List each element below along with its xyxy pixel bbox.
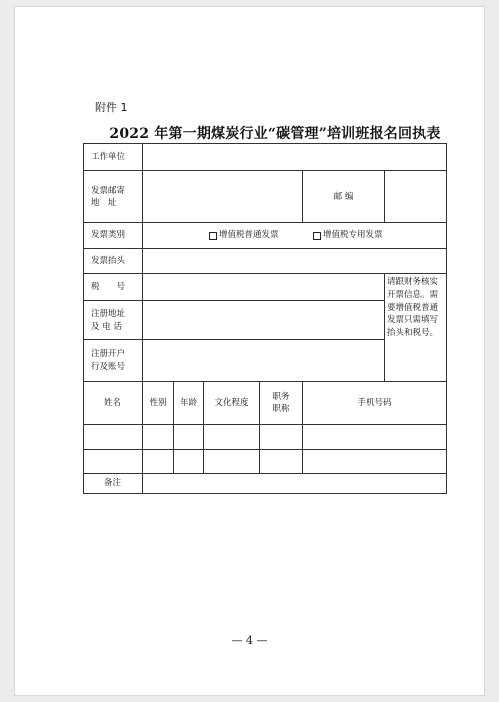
label-invoice-header: 发票抬头 <box>91 256 126 267</box>
label-invoice-mail-address-line2: 地 址 <box>91 198 117 208</box>
header-position-line1: 职务 <box>272 391 290 402</box>
header-education: 文化程度 <box>214 397 249 408</box>
option-vat-normal-label: 增值税普通发票 <box>219 230 279 241</box>
label-invoice-mail-address-line1: 发票邮寄 <box>91 185 126 196</box>
option-vat-special-label: 增值税专用发票 <box>323 230 383 241</box>
table-rule <box>142 143 143 381</box>
table-rule <box>384 273 385 381</box>
table-border-right <box>446 143 447 494</box>
checkbox-icon[interactable] <box>209 232 217 240</box>
form-title: 2022 年第一期煤炭行业“碳管理”培训班报名回执表 <box>109 126 441 142</box>
label-remarks: 备注 <box>103 478 121 489</box>
header-phone: 手机号码 <box>357 397 392 408</box>
header-position-line2: 职称 <box>272 404 290 414</box>
checkbox-icon[interactable] <box>313 232 321 240</box>
attachment-label: 附件 1 <box>95 101 128 114</box>
label-invoice-type: 发票类别 <box>91 230 126 241</box>
header-name: 姓名 <box>103 397 121 408</box>
label-bank-account-line1: 注册开户 <box>91 349 126 360</box>
header-gender: 性别 <box>149 397 167 408</box>
header-age: 年龄 <box>179 397 197 408</box>
label-postcode: 邮 编 <box>333 191 354 202</box>
label-registered-address-line1: 注册地址 <box>91 309 126 320</box>
header-position <box>260 382 302 424</box>
option-vat-special[interactable] <box>305 223 425 248</box>
label-registered-address-line2: 及 电 话 <box>91 321 122 332</box>
label-bank-account-line2: 行及账号 <box>91 361 126 372</box>
label-work-unit: 工作单位 <box>91 151 126 162</box>
label-tax-id: 税 号 <box>91 282 126 293</box>
registration-form-table <box>83 143 447 494</box>
table-rule <box>83 449 447 450</box>
table-rule <box>384 170 385 222</box>
table-rule <box>142 473 143 494</box>
label-registered-address <box>83 301 142 340</box>
finance-note: 请跟财务核实开票信息。需要增值税普通发票只需填写抬头和税号。 <box>387 277 439 338</box>
table-border-bottom <box>83 493 447 494</box>
option-vat-normal[interactable] <box>201 223 311 248</box>
label-bank-account <box>83 340 142 381</box>
page-number: — 4 — <box>231 634 268 647</box>
label-invoice-mail-address <box>83 171 142 223</box>
table-rule <box>83 424 447 425</box>
